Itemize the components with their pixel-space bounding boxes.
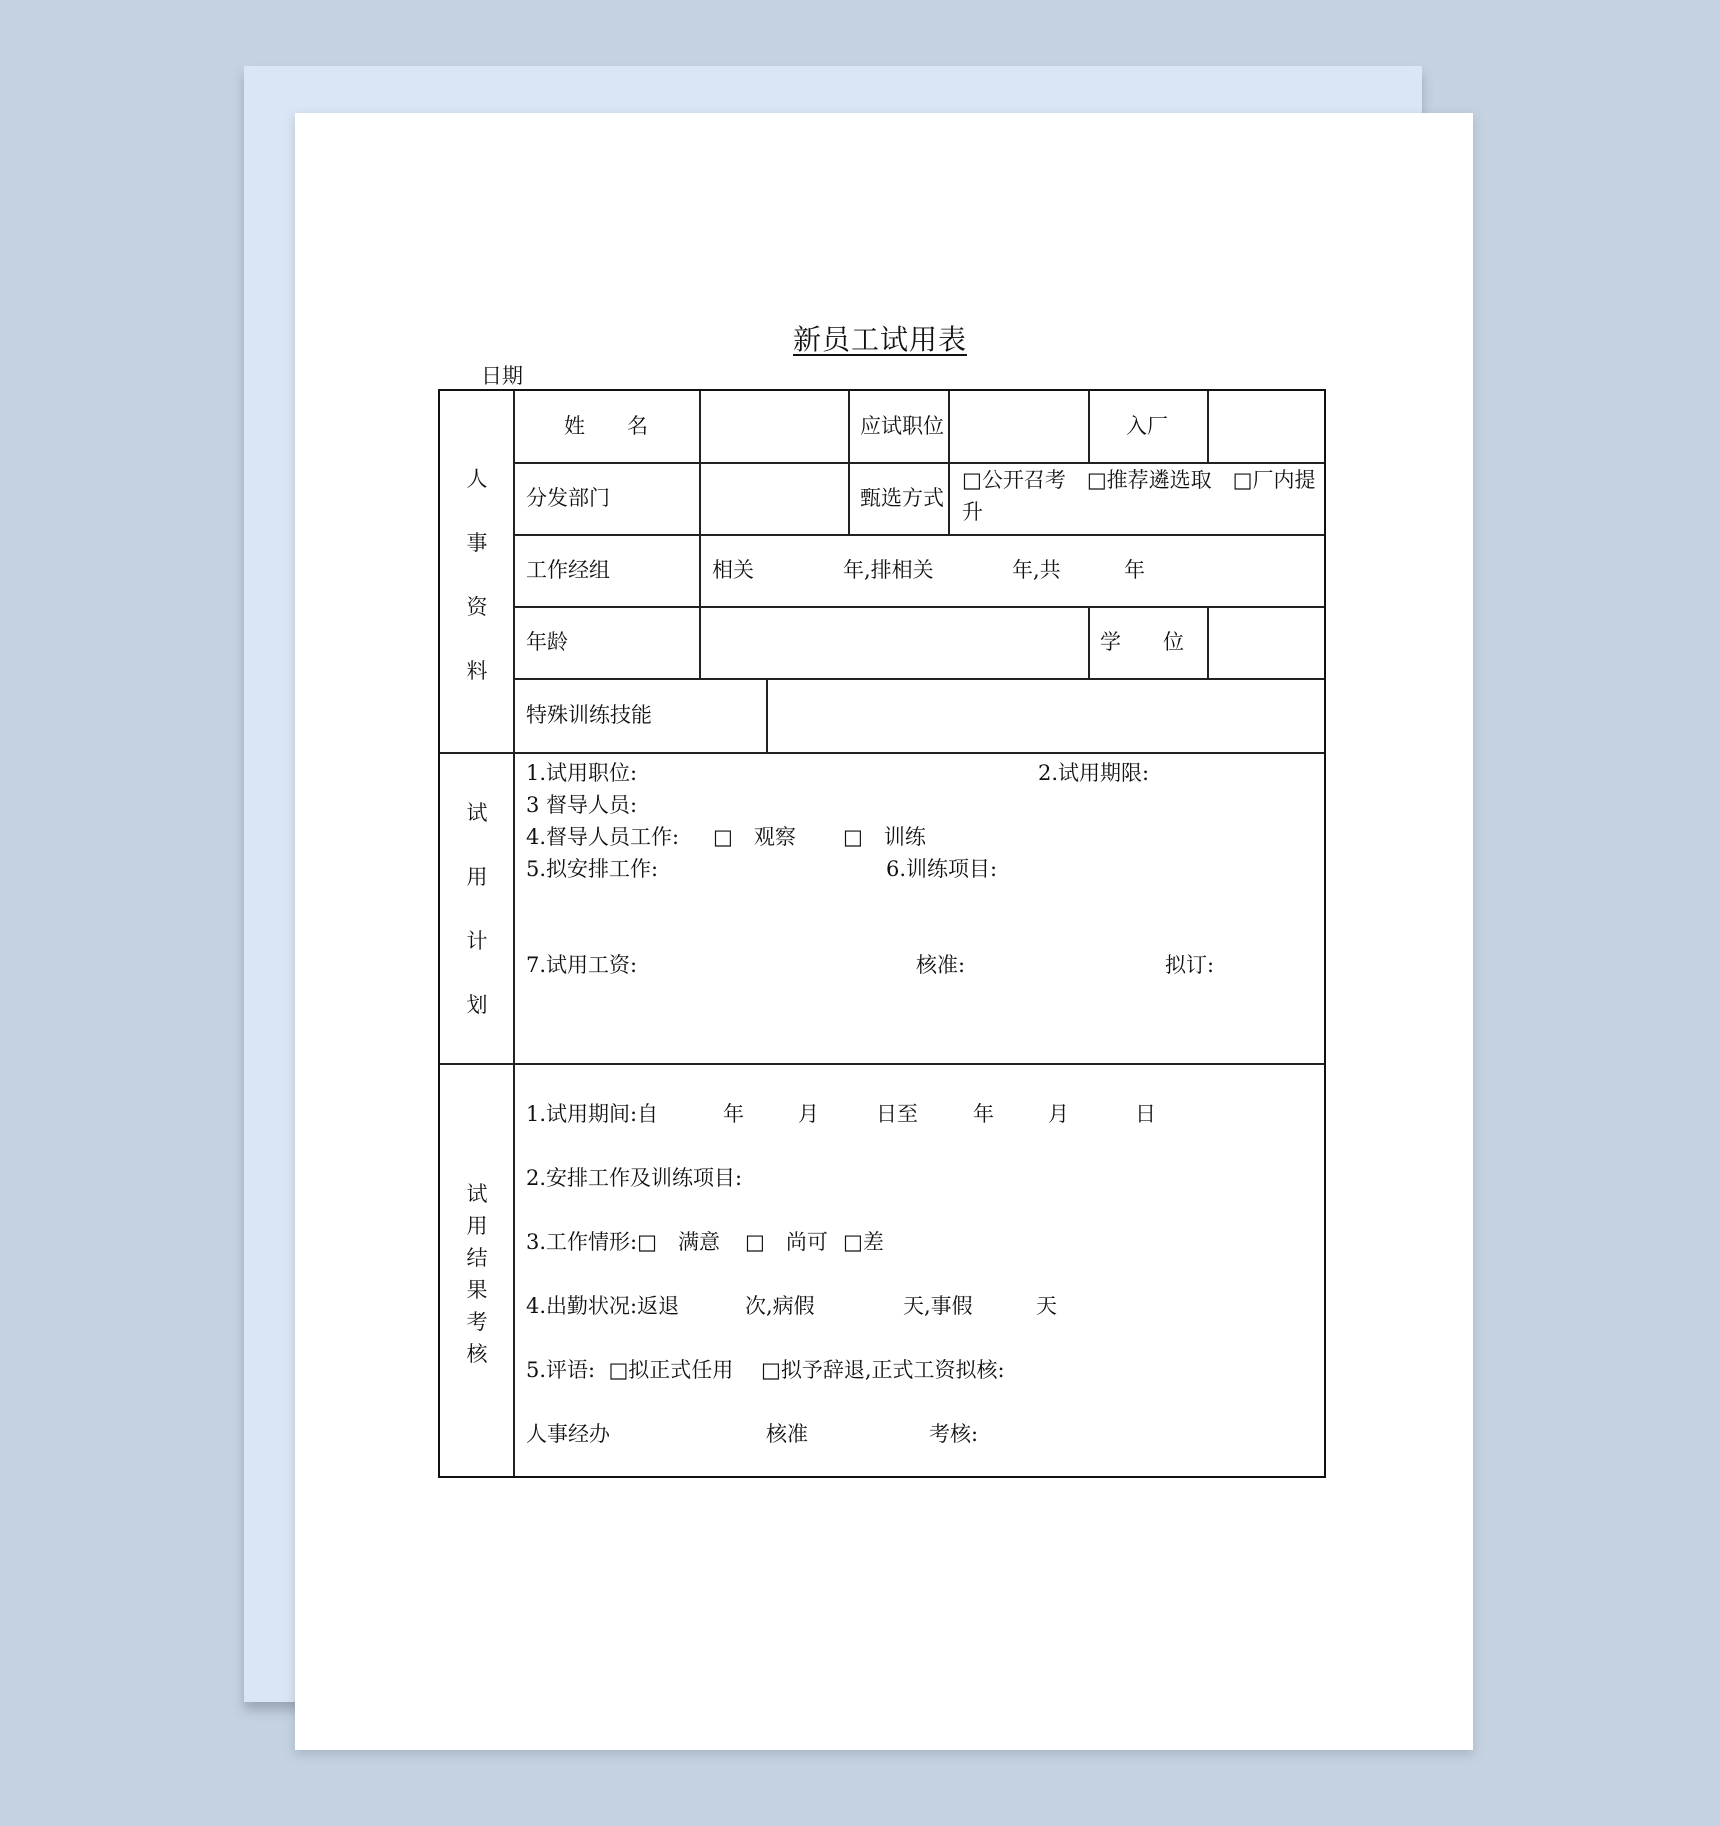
result-item-4: 4.出勤状况:返退: [526, 1294, 680, 1318]
result-review: 考核:: [929, 1422, 979, 1446]
dept-label: 分发部门: [526, 486, 610, 510]
skills-label: 特殊训练技能: [526, 703, 652, 727]
col-line-e: [1088, 606, 1090, 678]
result-day-to: 日至: [876, 1102, 918, 1126]
plan-item-3: 3 督导人员:: [526, 793, 638, 817]
plan-approve: 核准:: [916, 953, 966, 977]
plan-item-4: 4.督导人员工作:: [526, 825, 680, 849]
col-line-d: [1088, 391, 1090, 462]
col-line-h: [766, 678, 768, 752]
plan-item-5: 5.拟安排工作:: [526, 857, 659, 881]
result-option-bad: □差: [843, 1230, 884, 1254]
option-train: □ 训练: [843, 825, 926, 849]
section-column-divider: [513, 391, 515, 1476]
result-approve: 核准: [766, 1422, 808, 1446]
experience-unrelated: 年,排相关: [843, 558, 934, 582]
age-label: 年龄: [526, 630, 568, 654]
selection-options-wrap: 升: [962, 500, 983, 524]
result-item-3: 3.工作情形:□ 满意: [526, 1230, 720, 1254]
result-item-4-days: 天,事假: [903, 1294, 973, 1318]
experience-related: 相关: [712, 558, 754, 582]
row-line-2: [513, 534, 1324, 536]
section-divider-1: [440, 752, 1324, 754]
col-line-f: [1207, 391, 1209, 462]
result-option-ok: □ 尚可: [745, 1230, 828, 1254]
selection-options: □公开召考 □推荐遴选取 □厂内提: [962, 468, 1316, 492]
experience-year: 年: [1124, 558, 1145, 582]
col-line-b: [848, 391, 850, 534]
row-line-3: [513, 606, 1324, 608]
result-item-5: 5.评语: □拟正式任用 □拟予辞退,正式工资拟核:: [526, 1358, 1005, 1382]
position-label: 应试职位: [860, 414, 944, 438]
result-period-prefix: 1.试用期间:自: [526, 1102, 659, 1126]
entry-label: 入厂: [1126, 414, 1168, 438]
experience-total: 年,共: [1012, 558, 1061, 582]
section-divider-2: [440, 1063, 1324, 1065]
result-year-2: 年: [973, 1102, 994, 1126]
name-label: 姓 名: [564, 414, 648, 438]
row-line-1: [513, 462, 1324, 464]
result-month-1: 月: [798, 1102, 819, 1126]
plan-item-7: 7.试用工资:: [526, 953, 638, 977]
result-hr: 人事经办: [526, 1422, 610, 1446]
row-line-4: [513, 678, 1324, 680]
date-label: 日期: [481, 364, 523, 388]
result-month-2: 月: [1048, 1102, 1069, 1126]
option-observe: □ 观察: [713, 825, 796, 849]
degree-label: 学 位: [1100, 630, 1184, 654]
experience-label: 工作经组: [526, 558, 610, 582]
col-line-c: [948, 391, 950, 534]
result-item-4-day: 天: [1036, 1294, 1057, 1318]
plan-draft: 拟订:: [1165, 953, 1215, 977]
plan-item-1: 1.试用职位:: [526, 761, 638, 785]
result-year-1: 年: [723, 1102, 744, 1126]
plan-item-2: 2.试用期限:: [1038, 761, 1150, 785]
plan-item-6: 6.训练项目:: [886, 857, 998, 881]
col-line-a: [699, 391, 701, 678]
trial-form-table: 人 事 资 料 试 用 计 划 试 用 结 果 考 核 姓 名 应试职位 入厂 分发部门 甄选方式 □公开召考 □推荐遴选取 □厂内提 升 工作经组 相关 年,排相关 年,共 年 年龄 学 位 特殊训练技能 1.试用职位: 2.试用期限: 3 督导人员: 4.督导人员工作: □ 观察 □ 训练 5.拟安排工作: 6.训练项目: 7.试用工资: 核准: 拟订: 1.试用期间:自 年 月 日至 年 月 日 2.安排工作及训练项目: 3.工作情形:□ 满意 □ 尚可 □差 4.出勤状况:返退 次,病假 天,事假 天 5.评语: □拟正式任用 □拟予辞退,正式工资拟核: 人事经办 核准 考核:: [438, 389, 1326, 1478]
result-day-2: 日: [1135, 1102, 1156, 1126]
col-line-g: [1207, 606, 1209, 678]
result-item-4-times: 次,病假: [745, 1294, 815, 1318]
result-item-2: 2.安排工作及训练项目:: [526, 1166, 743, 1190]
document-title: 新员工试用表: [792, 323, 967, 356]
selection-label: 甄选方式: [860, 486, 944, 510]
